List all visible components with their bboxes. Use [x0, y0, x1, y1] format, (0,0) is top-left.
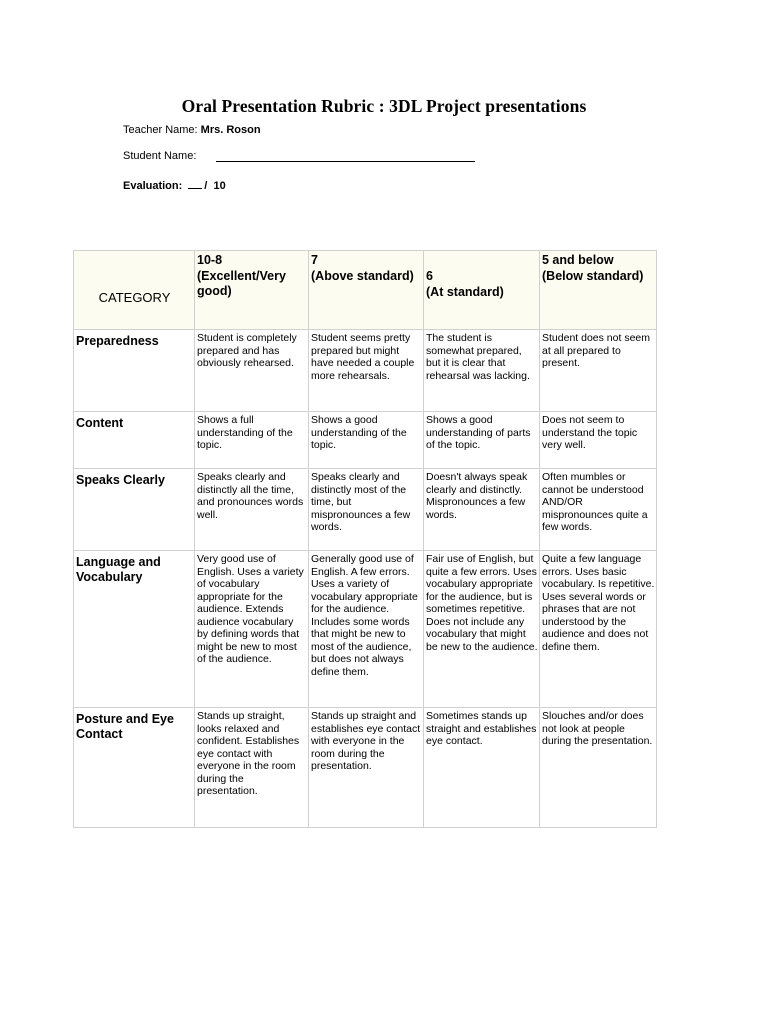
level-header: [309, 251, 424, 330]
rubric-cell: Student is completely prepared and has obviously rehearsed.: [195, 330, 309, 412]
level-score: 10-8: [197, 253, 223, 267]
rubric-cell: Stands up straight and establishes eye contact with everyone in the room during the presentation.: [309, 708, 424, 828]
evaluation-slash: /: [204, 180, 208, 192]
rubric-cell: Student does not seem at all prepared to present.: [540, 330, 657, 412]
row-category: Content: [74, 412, 195, 469]
row-category: Preparedness: [74, 330, 195, 412]
rubric-cell: Fair use of English, but quite a few errors. Uses vocabulary appropriate for the audience, but is sometimes repetitive. Does not include any vocabulary that might be new to the audience.: [424, 551, 540, 708]
category-header: CATEGORY: [74, 251, 195, 330]
table-row: [74, 469, 657, 551]
rubric-cell: Does not seem to understand the topic very well.: [540, 412, 657, 469]
teacher-label: Teacher Name:: [123, 124, 198, 136]
rubric-cell: Slouches and/or does not look at people during the presentation.: [540, 708, 657, 828]
level-desc: (At standard): [426, 284, 504, 299]
teacher-line: [123, 124, 261, 136]
row-category: Posture and Eye Contact: [74, 708, 195, 828]
table-row: [74, 330, 657, 412]
row-category: Language and Vocabulary: [74, 551, 195, 708]
level-score: 5 and below: [542, 253, 614, 267]
rubric-cell: Generally good use of English. A few errors. Uses a variety of vocabulary appropriate for the audience. Includes some words that might be new to most of the audience, but does not always define them.: [309, 551, 424, 708]
level-desc: (Below standard): [542, 268, 644, 283]
rubric-cell: Very good use of English. Uses a variety of vocabulary appropriate for the audience. Extends audience vocabulary by defining words that might be new to most of the audience.: [195, 551, 309, 708]
table-row: [74, 412, 657, 469]
rubric-cell: Doesn't always speak clearly and distinctly. Mispronounces a few words.: [424, 469, 540, 551]
rubric-cell: Student seems pretty prepared but might have needed a couple more rehearsals.: [309, 330, 424, 412]
table-row: [74, 708, 657, 828]
evaluation-line: [123, 179, 226, 192]
level-desc: (Above standard): [311, 268, 414, 283]
rubric-cell: Shows a good understanding of the topic.: [309, 412, 424, 469]
rubric-cell: Speaks clearly and distinctly all the time, and pronounces words well.: [195, 469, 309, 551]
rubric-cell: The student is somewhat prepared, but it is clear that rehearsal was lacking.: [424, 330, 540, 412]
level-score: 6: [426, 269, 433, 283]
rubric-cell: Quite a few language errors. Uses basic vocabulary. Is repetitive. Uses several words or phrases that are not understood by the audience and does not define them.: [540, 551, 657, 708]
student-label: Student Name:: [123, 150, 197, 162]
level-score: 7: [311, 253, 318, 267]
level-header: [540, 251, 657, 330]
evaluation-total: 10: [213, 180, 226, 192]
level-header: [195, 251, 309, 330]
teacher-name: Mrs. Roson: [200, 124, 261, 136]
student-line: [123, 150, 196, 162]
rubric-cell: Speaks clearly and distinctly most of the time, but mispronounces a few words.: [309, 469, 424, 551]
rubric-cell: Sometimes stands up straight and establishes eye contact.: [424, 708, 540, 828]
rubric-table: [73, 250, 657, 828]
document-title: Oral Presentation Rubric : 3DL Project presentations: [181, 96, 587, 116]
level-desc: (Excellent/Very good): [197, 268, 286, 298]
evaluation-label: Evaluation:: [123, 180, 183, 192]
rubric-cell: Stands up straight, looks relaxed and confident. Establishes eye contact with everyone in the room during the presentation.: [195, 708, 309, 828]
evaluation-score-blank: [188, 179, 202, 189]
rubric-cell: Shows a full understanding of the topic.: [195, 412, 309, 469]
level-header: [424, 251, 540, 330]
row-category: Speaks Clearly: [74, 469, 195, 551]
rubric-cell: Often mumbles or cannot be understood AND/OR mispronounces quite a few words.: [540, 469, 657, 551]
table-row: [74, 551, 657, 708]
student-name-blank: [216, 161, 475, 162]
rubric-cell: Shows a good understanding of parts of the topic.: [424, 412, 540, 469]
header-row: [74, 251, 657, 330]
